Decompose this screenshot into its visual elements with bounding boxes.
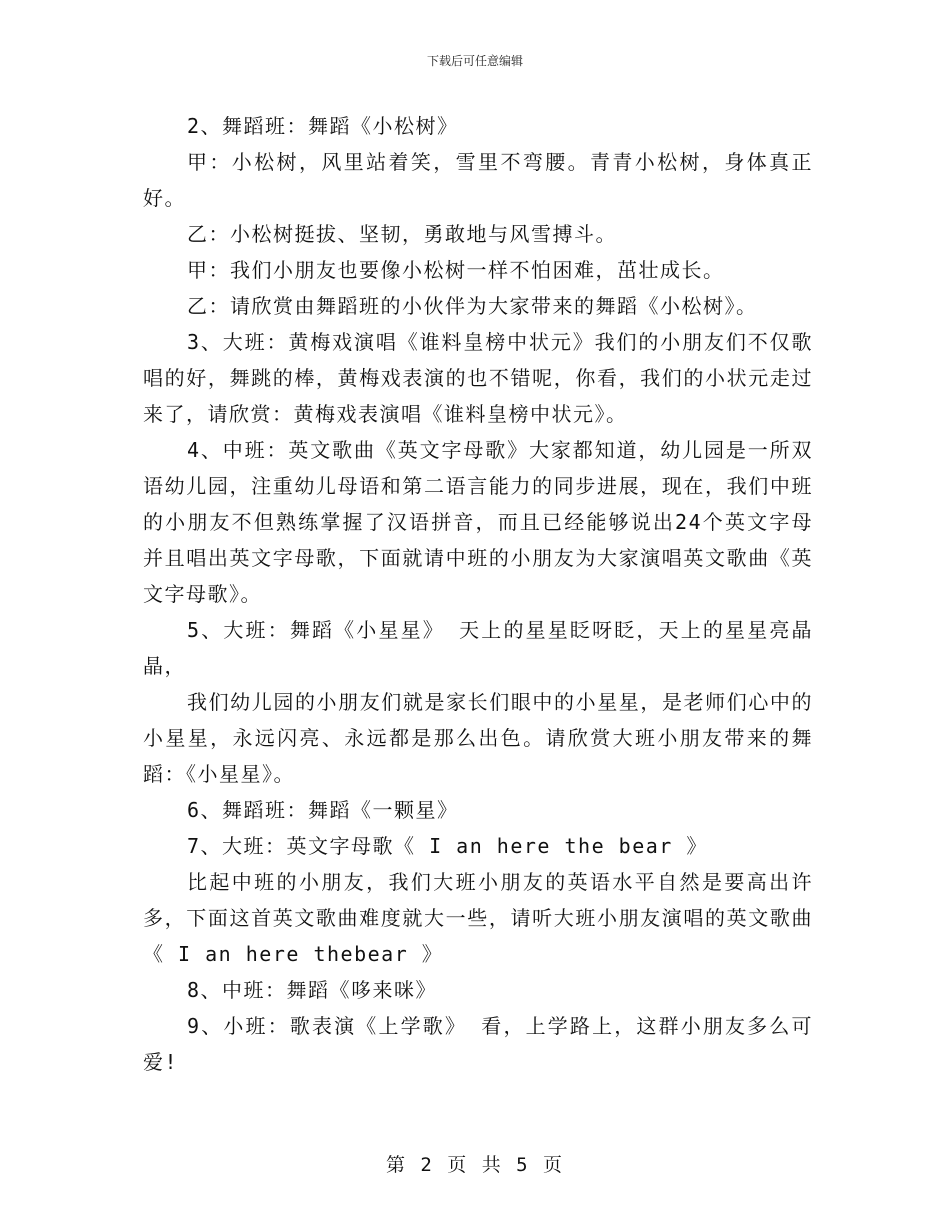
document-body [143, 108, 813, 1080]
paragraph-item-8-dance: 8、中班：舞蹈《哆来咪》 [187, 978, 438, 1002]
paragraph-item-6-dance: 6、舞蹈班：舞蹈《一颗星》 [187, 798, 459, 822]
paragraph-song-intro: 比起中班的小朋友，我们大班小朋友的英语水平自然是要高出许多，下面这首英文歌曲难度就大一些，请听大班小朋友演唱的英文歌曲《 I an here thebear 》 [143, 870, 813, 966]
paragraph-item-7-song: 7、大班：英文字母歌《 I an here the bear 》 [187, 834, 708, 858]
paragraph-item-3-opera: 3、大班：黄梅戏演唱《谁料皇榜中状元》我们的小朋友们不仅歌唱的好，舞跳的棒，黄梅戏表演的也不错呢，你看，我们的小状元走过来了，请欣赏：黄梅戏表演唱《谁料皇榜中状元》。 [143, 330, 813, 426]
paragraph-line-jia-1: 甲：小松树，风里站着笑，雪里不弯腰。青青小松树，身体真正好。 [143, 150, 813, 210]
paragraph-stars-intro: 我们幼儿园的小朋友们就是家长们眼中的小星星，是老师们心中的小星星，永远闪亮、永远都是那么出色。请欣赏大班小朋友带来的舞蹈：《小星星》。 [143, 690, 813, 786]
page-number-footer: 第 2 页 共 5 页 [385, 1154, 565, 1176]
paragraph-line-jia-2: 甲：我们小朋友也要像小松树一样不怕困难，茁壮成长。 [187, 258, 725, 282]
paragraph-line-yi-1: 乙：小松树挺拔、坚韧，勇敢地与风雪搏斗。 [187, 222, 617, 246]
paragraph-item-9-song: 9、小班：歌表演《上学歌》 看，上学路上，这群小朋友多么可爱! [143, 1014, 813, 1074]
paragraph-item-2-dance: 2、舞蹈班：舞蹈《小松树》 [187, 114, 459, 138]
paragraph-item-4-song: 4、中班：英文歌曲《英文字母歌》大家都知道，幼儿园是一所双语幼儿园，注重幼儿母语和第二语言能力的同步进展，现在，我们中班的小朋友不但熟练掌握了汉语拼音，而且已经能够说出24个英文字母并且唱出英文字母歌，下面就请中班的小朋友为大家演唱英文歌曲《英文字母歌》。 [143, 438, 813, 606]
paragraph-item-5-stars: 5、大班：舞蹈《小星星》 天上的星星眨呀眨，天上的星星亮晶晶， [143, 618, 813, 678]
page-header: 下载后可任意编辑 [426, 54, 523, 68]
paragraph-line-yi-2: 乙：请欣赏由舞蹈班的小伙伴为大家带来的舞蹈《小松树》。 [187, 294, 758, 318]
